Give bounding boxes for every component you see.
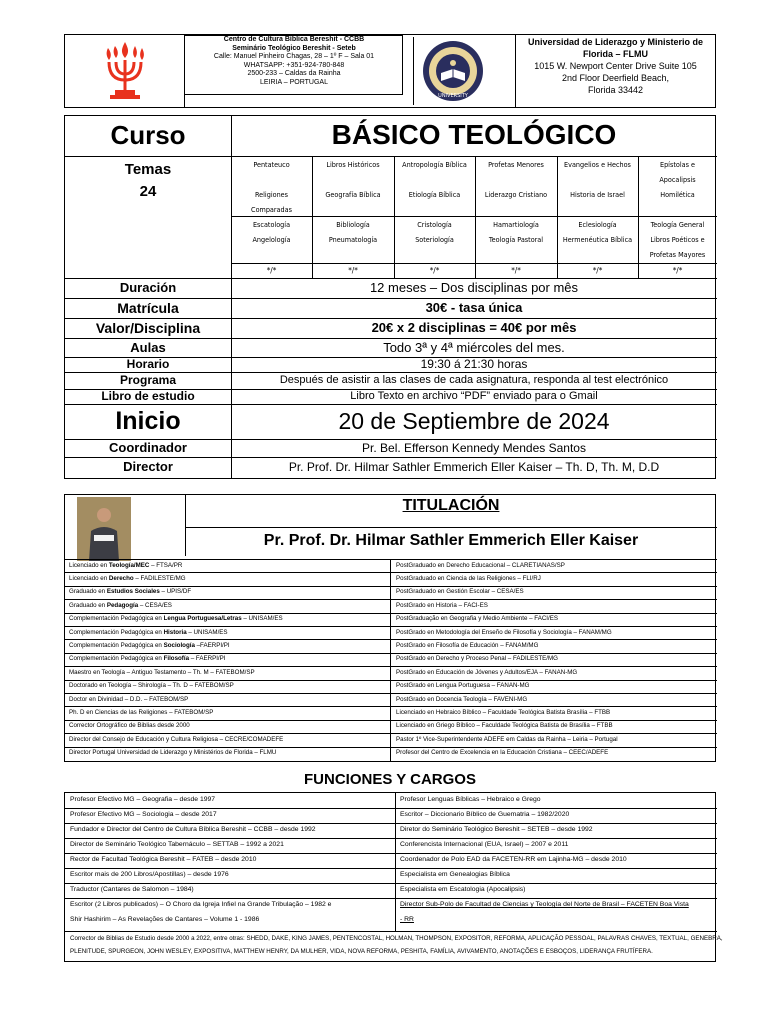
subject-cell: Religiones [254,190,289,199]
cc-line: 2500-233 – Caldas da Rainha [247,70,341,78]
titulacion-right-item: PostGrado en Historia – FACI-ES [396,601,488,609]
titulacion-left-item: Complementación Pedagógica en Historia – UNISAM/ES [69,628,228,636]
titulacion-left-item: Ph. D en Ciencias de las Religiones – FATEBOM/SP [69,708,214,716]
flmu-line: 2nd Floor Deerfield Beach, [561,73,670,83]
row-label: Coordinador [109,440,187,455]
row-label: Valor/Disciplina [95,320,201,336]
subject-cell: Libros Poéticos e [650,235,705,244]
row-label: Horario [126,357,170,371]
titulacion-right-item: PostGrado en Lengua Portuguesa – FANAN-MG [396,682,530,690]
menorah-logo [65,35,185,107]
subject-mark: */* [592,266,603,275]
titulacion-left-item: Complementación Pedagógica en Filosofía – FAERPI/PI [69,655,226,663]
funcion-right-item: Coordenador de Polo EAD da FACETEN-RR em Lajinha-MG – desde 2010 [400,856,627,863]
cc-line: WHATSAPP: +351-924-780-848 [243,61,345,69]
funcion-right-item: Director Sub-Polo de Facultad de Ciencias y Teología del Norte de Brasil – FACETEN Boa Vista [400,901,689,908]
funcion-left-item: Escritor (2 Libros publicados) – O Choro da Igreja Infiel na Grande Tribulação – 1982 e [70,901,332,908]
row-value: 20 de Septiembre de 2024 [338,408,610,434]
titulacion-left-item: Graduado en Estudios Sociales – UPIS/DF [69,588,192,596]
subject-mark: */* [348,266,358,275]
flmu-line: Florida – FLMU [583,49,648,59]
subject-mark: */* [429,266,440,275]
subject-cell: Hermenéutica Bíblica [562,235,633,244]
titulacion-right-item: Licenciado en Griego Bíblico – Faculdade Teológica Batista de Brasília – FTBB [396,722,613,730]
funcion-right-item: Especialista em Escatologia (Apocalipsis) [400,886,526,893]
titulacion-right-item: Pastor 1º Vice-Superintendente ADEFE em Caldas da Rainha – Leiria – Portugal [396,735,618,743]
director-photo [77,497,131,561]
titulacion-right-item: PostGraduado en Gestión Escolar – CESA/ES [396,588,524,596]
titulacion-right-item: PostGrado en Derecho y Proceso Penal – FADILESTE/MG [396,655,558,663]
row-value: 30€ - tasa única [425,300,523,315]
cc-line: Centro de Cultura Bíblica Bereshit - CCBB [223,36,365,43]
flmu-line: Florida 33442 [587,85,644,95]
titulacion-left-item: Complementación Pedagógica en Sociología –FAERPI/PI [69,641,230,649]
row-value: 12 meses – Dos disciplinas por mês [369,280,579,295]
titulacion-right-item: PostGrado en Educación de Jóvenes y Adultos/EJA – FANAN-MG [396,668,578,676]
funciones-section [64,792,723,962]
funcion-left-item: Escritor mais de 200 Libros/Apostillas) – desde 1976 [70,871,229,878]
row-value: Pr. Bel. Efferson Kennedy Mendes Santos [362,441,586,455]
subject-cell: Apocalipsis [659,175,696,184]
subject-mark: */* [511,266,521,275]
titulacion-right-item: PostGraduação en Geografia y Medio Ambiente – FACI/ES [396,615,558,623]
director-name: Pr. Prof. Dr. Hilmar Sathler Emmerich Eller Kaiser [263,532,639,549]
row-value: Todo 3ª y 4ª miércoles del mes. [383,340,565,355]
subject-cell: Antropología Bíblica [402,160,467,169]
titulacion-left-item: Doctor en Divinidad – D.D. – FATEBOM/SP [69,695,189,703]
row-value: 20€ x 2 disciplinas = 40€ por mês [371,320,577,335]
funciones-footer-line: PLENITUDE, SPURGEON, JOHN WESLEY, EXPOSITIVA, MATTHEW HENRY, DA MULHER, VIDA, NOVA REFORMA, PESHITA, FAMÍLIA, AVIVAMENTO, ANOTAÇÕES E ESBOÇOS, LIDERANÇA FRUTÍFERA. [70,948,653,955]
funciones-footer-line: Corrector de Biblias de Estudio desde 2000 a 2022, entre otras: SHEDD, DAKE, KING JAMES, PENTENCOSTAL, HOLMAN, THOMPSON, EXPOSITOR, REFORMA, APLICAÇÃO PESSOAL, PALAVRAS CHAVES, TEXTUAL, GENEBRA, [70,935,723,942]
subject-cell: Pentateuco [253,160,290,169]
row-value: Libro Texto en archivo “PDF” enviado para o Gmail [350,390,598,402]
subject-cell: Profetas Menores [488,160,544,169]
funcion-left-item: Shir Hashirim – As Revelações de Cantares – Volume 1 - 1986 [70,916,260,923]
flmu-seal [413,37,491,105]
ccbb-contact [185,35,403,107]
funcion-right-item: Escritor – Diccionario Bíblico de Guematria – 1982/2020 [400,811,570,818]
header [64,34,716,108]
cc-line: Seminário Teológico Bereshit - Seteb [232,44,356,52]
titulacion-section [64,494,716,762]
subject-cell: Cristología [417,220,452,229]
funcion-right-item: Profesor Lenguas Bíblicas – Hebraico e Grego [400,796,541,803]
subject-cell: Eclesiología [578,220,617,229]
row-label: Director [123,459,173,474]
funcion-right-item: Conferencista Internacional (EUA, Israel) – 2007 e 2011 [400,841,569,848]
titulacion-right-item: Licenciado en Hebraico Bíblico – Faculdade Teológica Batista Brasília – FTBB [396,708,611,716]
titulacion-left-item: Complementación Pedagógica en Lengua Portuguesa/Letras – UNISAM/ES [69,615,283,623]
row-value: 19:30 á 21:30 horas [420,357,528,371]
titulacion-left-item: Doctorado en Teología – Shirología – Th. D – FATEBOM/SP [69,682,234,690]
subject-cell: Historia de Israel [570,190,625,199]
cc-line: Calle: Manuel Pinheiro Chagas, 28 – 1º F – Sala 01 [213,53,375,61]
curso-label: Curso [110,120,186,150]
subject-cell: Epístolas e [659,160,695,169]
svg-text:UNIVERSITY: UNIVERSITY [437,93,468,99]
titulacion-left-item: Licenciado en Teología/MEC – FTSA/PR [69,561,183,569]
subject-cell: Hamartiología [493,220,539,229]
titulacion-left-item: Licenciado en Derecho – FADILESTE/MG [69,574,186,582]
funcion-left-item: Profesor Efectivo MG – Sociologia – desde 2017 [70,811,217,818]
subject-cell: Teología Pastoral [488,235,544,244]
titulacion-left-item: Director del Consejo de Educación y Cultura Religiosa – CECRE/COMADEFE [69,735,284,743]
titulacion-left-item: Corrector Ortográfico de Biblias desde 2000 [69,722,190,730]
titulacion-left-item: Maestro en Teología – Antiguo Testamento – Th. M – FATEBOM/SP [69,668,255,676]
titulacion-right-item: PostGraduado en Ciencia de las Religiones – FLI/RJ [396,574,541,582]
funcion-right-item: - RR [400,916,414,923]
titulacion-right-item: Profesor del Centro de Excelencia en la Educación Cristiana – CEEC/ADEFE [396,749,609,757]
subject-cell: Angelología [252,235,291,244]
subject-cell: Evangelios e Hechos [564,160,631,169]
funcion-left-item: Fundador e Director del Centro de Cultura Bíblica Bereshit – CCBB – desde 1992 [70,826,316,833]
titulacion-right-item: PostGrado en Docencia Teología – FAVENI-MG [396,695,528,703]
course-table [64,115,716,479]
flmu-contact [515,35,715,107]
subject-cell: Geografía Bíblica [325,190,381,199]
funcion-left-item: Rector de Facultad Teológica Bereshit – FATEB – desde 2010 [70,856,257,863]
funcion-left-item: Traductor (Cantares de Salomon – 1984) [70,886,194,893]
row-value: Después de asistir a las clases de cada asignatura, responda al test electrónico [279,374,669,386]
titulacion-right-item: PostGrado en Filosofía de Educación – FANAM/MG [396,641,539,649]
titulacion-left-item: Graduado en Pedagogía – CESA/ES [69,601,172,609]
row-label: Programa [119,373,177,387]
funcion-left-item: Profesor Efectivo MG – Geografia – desde 1997 [70,796,216,803]
subject-cell: Escatología [252,220,291,229]
row-label: Duración [119,280,177,295]
funciones-heading: FUNCIONES Y CARGOS [304,771,476,788]
titulacion-left-item: Director Portugal Universidad de Liderazgo y Ministérios de Florida – FLMU [69,749,277,757]
funcion-right-item: Especialista em Genealogias Bíblica [400,871,510,878]
subject-cell: Homilética [660,190,695,199]
titulacion-heading: TITULACIÓN [402,497,500,514]
cc-line: LEIRIA – PORTUGAL [260,78,328,86]
titulacion-right-item: PostGrado en Metodología del Enseño de Filosofía y Sociología – FANAM/MG [396,628,612,636]
row-value: Pr. Prof. Dr. Hilmar Sathler Emmerich Eller Kaiser – Th. D, Th. M, D.D [288,460,660,474]
funcion-right-item: Diretor do Seminário Teológico Bereshit – SETEB – desde 1992 [400,826,593,833]
flmu-line: 1015 W. Newport Center Drive Suite 105 [534,61,697,71]
subject-cell: Profetas Mayores [649,250,706,259]
funcion-left-item: Director de Seminário Teológico Tabernáculo – SETTAB – 1992 a 2021 [70,841,284,848]
subject-mark: */* [672,266,683,275]
flmu-line: Universidad de Liderazgo y Ministerio de [527,37,704,47]
temas-label: Temas [124,161,172,178]
subject-cell: Pneumatología [328,235,378,244]
subject-cell: Teología General [650,220,705,229]
row-label: Libro de estudio [101,389,195,403]
subject-mark: */* [266,266,277,275]
subject-cell: Soteriología [415,235,454,244]
row-label: Inicio [115,407,181,435]
row-label: Matrícula [117,300,179,316]
subject-cell: Comparadas [251,205,292,214]
subject-cell: Etiología Bíblica [408,190,461,199]
row-label: Aulas [130,340,166,355]
titulacion-right-item: PostGraduado en Derecho Educacional – CLARETIANAS/SP [396,561,565,569]
subject-cell: Liderazgo Cristiano [484,190,548,199]
course-title: BÁSICO TEOLÓGICO [331,119,617,150]
temas-value: 24 [139,183,157,200]
subject-cell: Bibliología [336,220,370,229]
subject-cell: Libros Históricos [326,160,380,169]
